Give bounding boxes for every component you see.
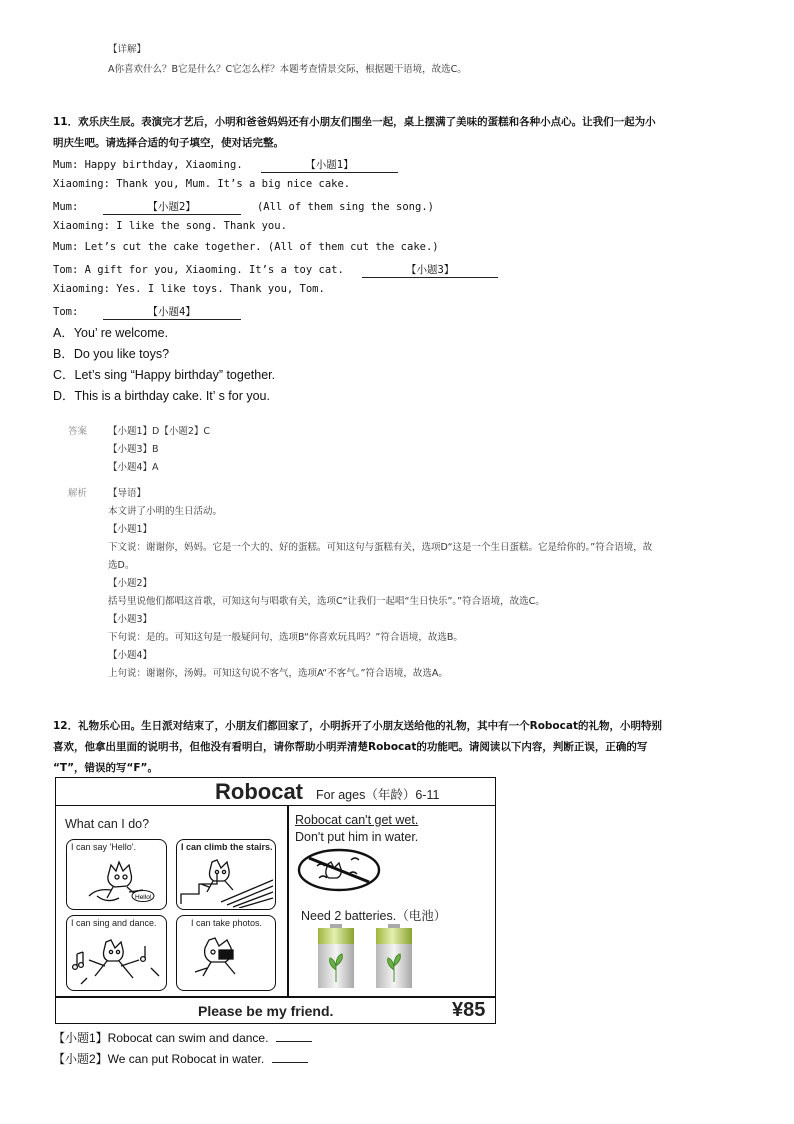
cat-climbing-icon: [177, 840, 274, 908]
wet-warning-line1: Robocat can't get wet.: [295, 813, 419, 827]
answer-blank-2[interactable]: [272, 1062, 308, 1063]
analysis-line-9: 下句说：是的。可知这句是一般疑问句，选项B“你喜欢玩具吗？”符合语境，故选B。: [108, 632, 463, 643]
detail-text: A你喜欢什么？B它是什么？C它怎么样？本题考查情景交际，根据题干语境，故选C。: [108, 64, 467, 75]
option-c: C．Let’s sing “Happy birthday” together.: [53, 368, 276, 382]
analysis-line-7: 括号里说他们都唱这首歌，可知这句与唱歌有关，选项C“让我们一起唱“生日快乐”。”符合语境，故选C。: [108, 596, 545, 607]
dialogue-line-8: Tom: 【小题4】: [53, 304, 241, 320]
poster-title: Robocat: [215, 779, 303, 804]
poster-what-can-i-do: What can I do?: [65, 817, 150, 831]
q12-intro-line3: “T”，错误的写“F”。: [53, 762, 158, 774]
q12-item-2: 【小题2】We can put Robocat in water.: [53, 1050, 308, 1067]
option-d: D．This is a birthday cake. It’ s for you.: [53, 389, 270, 403]
answer-label: 答案: [68, 426, 88, 437]
analysis-line-10: 【小题4】: [108, 650, 153, 661]
q12-intro-line1: 12．礼物乐心田。生日派对结束了，小朋友们都回家了，小明拆开了小朋友送给他的礼物，其中有一个Robocat的礼物，小明特别: [53, 720, 662, 732]
cat-camera-icon: [177, 916, 274, 989]
dialogue-line-6: Tom: A gift for you, Xiaoming. It’s a toy cat. 【小题3】: [53, 262, 498, 278]
poster-price: ¥85: [452, 999, 486, 1021]
panel-take-photos: I can take photos.: [176, 915, 276, 991]
no-water-icon: [297, 848, 381, 892]
analysis-line-4: 下文说：谢谢你，妈妈。它是一个大的、好的蛋糕。可知这句与蛋糕有关，选项D“这是一个生日蛋糕。它是给你的。”符合语境，故: [108, 542, 653, 553]
analysis-line-6: 【小题2】: [108, 578, 153, 589]
poster-ages: For ages（年龄）6-11: [316, 788, 440, 802]
dialogue-line-4: Xiaoming: I like the song. Thank you.: [53, 220, 287, 232]
panel-say-hello: I can say 'Hello'. Hello!: [66, 839, 167, 910]
option-b: B．Do you like toys?: [53, 347, 170, 361]
dialogue-line-1: Mum: Happy birthday, Xiaoming. 【小题1】: [53, 157, 398, 173]
detail-label: 【详解】: [108, 44, 147, 55]
answer-line-1: 【小题1】D【小题2】C: [108, 426, 211, 437]
dialogue-line-3: Mum: 【小题2】 (All of them sing the song.): [53, 201, 434, 213]
dialogue-line-2: Xiaoming: Thank you, Mum. It’s a big nice cake.: [53, 178, 351, 190]
poster-friend-line: Please be my friend.: [198, 1003, 334, 1019]
analysis-line-3: 【小题1】: [108, 524, 153, 535]
q11-intro-line1: 11．欢乐庆生辰。表演完才艺后，小明和爸爸妈妈还有小朋友们围坐一起，桌上摆满了美味的蛋糕和各种小点心。让我们一起为小: [53, 116, 656, 128]
answer-line-3: 【小题4】A: [108, 462, 159, 473]
q12-intro-line2: 喜欢，他拿出里面的说明书，但他没有看明白，请你帮助小明弄清楚Robocat的功能吧。请阅读以下内容，判断正误，正确的写: [53, 741, 648, 753]
cat-dancing-icon: [67, 916, 165, 989]
analysis-line-11: 上句说：谢谢你，汤姆。可知这句说不客气，选项A“不客气。”符合语境，故选A。: [108, 668, 448, 679]
q12-item-1: 【小题1】Robocat can swim and dance.: [53, 1029, 312, 1046]
wet-warning-line2: Don't put him in water.: [295, 830, 419, 844]
battery-icon: [372, 924, 416, 990]
robocat-poster: [55, 777, 496, 1024]
cat-hello-icon: [67, 840, 165, 908]
analysis-line-1: 【导语】: [108, 488, 147, 499]
analysis-line-8: 【小题3】: [108, 614, 153, 625]
blank-q4[interactable]: 【小题4】: [103, 304, 241, 320]
dialogue-line-7: Xiaoming: Yes. I like toys. Thank you, Tom.: [53, 283, 325, 295]
batteries-note: Need 2 batteries.（电池）: [301, 909, 447, 923]
battery-icon: [314, 924, 358, 990]
hello-bubble: Hello!: [135, 894, 152, 901]
panel-climb-stairs: I can climb the stairs.: [176, 839, 276, 910]
answer-blank-1[interactable]: [276, 1041, 312, 1042]
q11-intro-line2: 明庆生吧。请选择合适的句子填空，使对话完整。: [53, 137, 284, 149]
panel-sing-dance: I can sing and dance.: [66, 915, 167, 991]
option-a: A．You’ re welcome.: [53, 326, 169, 340]
blank-q1[interactable]: 【小题1】: [261, 157, 398, 173]
poster-header: [56, 778, 495, 806]
analysis-label: 解析: [68, 488, 88, 499]
blank-q2[interactable]: 【小题2】: [103, 199, 241, 215]
answer-line-2: 【小题3】B: [108, 444, 159, 455]
analysis-line-5: 选D。: [108, 560, 135, 571]
dialogue-line-5: Mum: Let’s cut the cake together. (All of them cut the cake.): [53, 241, 439, 253]
blank-q3[interactable]: 【小题3】: [362, 262, 498, 278]
analysis-line-2: 本文讲了小明的生日活动。: [108, 506, 223, 517]
poster-divider: [287, 805, 289, 996]
poster-footer-line: [56, 996, 495, 998]
